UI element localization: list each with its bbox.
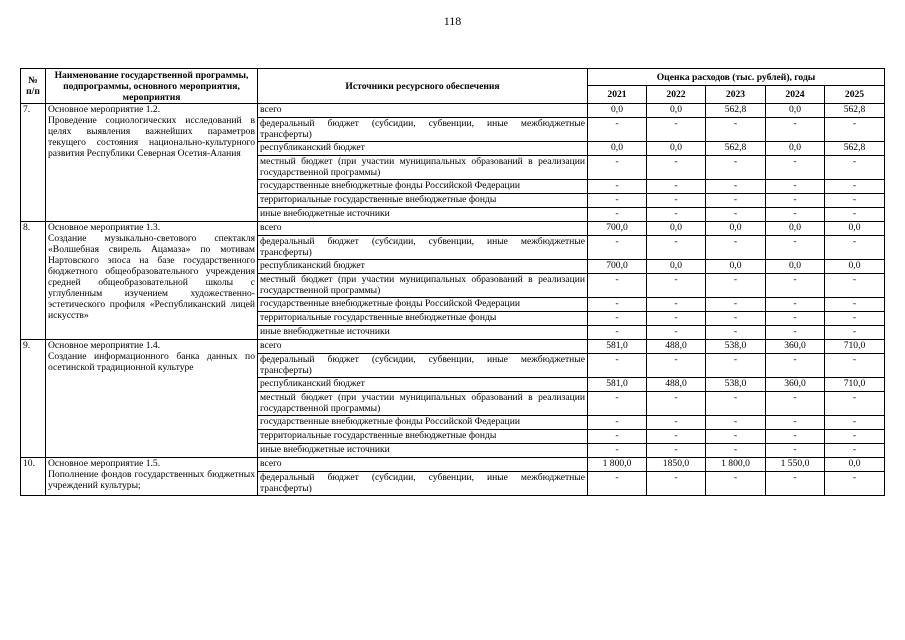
value-2023: - — [706, 326, 766, 340]
value-2023: 562,8 — [706, 104, 766, 118]
header-name: Наименование государственной программы, подпрограммы, основного мероприятия, мероприятия — [46, 69, 258, 104]
value-2024: - — [766, 416, 825, 430]
value-2024: - — [766, 326, 825, 340]
measure-name — [46, 104, 258, 222]
value-2024: 360,0 — [766, 340, 825, 354]
funding-source: федеральный бюджет (субсидии, субвенции, иные межбюджетные трансферты) — [258, 236, 588, 260]
funding-source: государственные внебюджетные фонды Российской Федерации — [258, 298, 588, 312]
value-2022: - — [647, 274, 706, 298]
value-2021: - — [588, 208, 647, 222]
value-2023: 0,0 — [706, 222, 766, 236]
value-2023: 538,0 — [706, 378, 766, 392]
funding-source: местный бюджет (при участии муниципальных образований в реализации государственной программы) — [258, 156, 588, 180]
value-2024: 0,0 — [766, 104, 825, 118]
value-2021: - — [588, 416, 647, 430]
value-2024: - — [766, 392, 825, 416]
value-2022: - — [647, 236, 706, 260]
value-2022: - — [647, 298, 706, 312]
measure-title: Основное мероприятие 1.2. — [48, 104, 161, 115]
value-2021: - — [588, 156, 647, 180]
value-2024: - — [766, 354, 825, 378]
funding-source: федеральный бюджет (субсидии, субвенции, иные межбюджетные трансферты) — [258, 118, 588, 142]
value-2022: - — [647, 430, 706, 444]
value-2025: - — [825, 416, 885, 430]
measure-description: Проведение социологических исследований в целях выявления важнейших параметров текущего состояния национально-культурного развития Республики Северная Осетия-Алания — [48, 115, 255, 159]
value-2023: - — [706, 156, 766, 180]
measure-title: Основное мероприятие 1.4. — [48, 340, 161, 351]
row-number: 10. — [21, 458, 46, 496]
measure-description: Создание музыкально-светового спектакля «Волшебная свирель Ацамаза» по мотивам Нартовского эпоса на базе государственного бюджетного общеобразовательного учреждения средней общеобразовательной школы с углубленным изучением художественно-эстетического профиля «Республиканский лицей искусств» — [48, 233, 255, 321]
value-2025: 0,0 — [825, 222, 885, 236]
funding-source: иные внебюджетные источники — [258, 208, 588, 222]
measure-name — [46, 222, 258, 340]
value-2022: - — [647, 312, 706, 326]
value-2025: 0,0 — [825, 260, 885, 274]
header-year-2022: 2022 — [647, 86, 706, 104]
value-2021: - — [588, 274, 647, 298]
value-2022: - — [647, 392, 706, 416]
value-2021: - — [588, 236, 647, 260]
value-2022: - — [647, 472, 706, 496]
value-2024: - — [766, 430, 825, 444]
value-2021: - — [588, 472, 647, 496]
value-2025: 562,8 — [825, 104, 885, 118]
value-2023: - — [706, 298, 766, 312]
value-2024: - — [766, 194, 825, 208]
value-2023: 1 800,0 — [706, 458, 766, 472]
table-row — [21, 340, 885, 354]
value-2025: 710,0 — [825, 378, 885, 392]
value-2025: - — [825, 444, 885, 458]
value-2021: - — [588, 430, 647, 444]
value-2025: - — [825, 194, 885, 208]
value-2021: - — [588, 194, 647, 208]
budget-table — [20, 68, 885, 496]
funding-source: иные внебюджетные источники — [258, 444, 588, 458]
value-2022: 1850,0 — [647, 458, 706, 472]
value-2022: - — [647, 118, 706, 142]
value-2024: 1 550,0 — [766, 458, 825, 472]
value-2021: - — [588, 326, 647, 340]
value-2025: - — [825, 118, 885, 142]
value-2024: - — [766, 444, 825, 458]
value-2024: - — [766, 312, 825, 326]
value-2025: 0,0 — [825, 458, 885, 472]
value-2023: 538,0 — [706, 340, 766, 354]
funding-source: местный бюджет (при участии муниципальных образований в реализации государственной программы) — [258, 392, 588, 416]
value-2024: - — [766, 274, 825, 298]
value-2025: - — [825, 298, 885, 312]
funding-source: федеральный бюджет (субсидии, субвенции, иные межбюджетные трансферты) — [258, 472, 588, 496]
value-2021: - — [588, 354, 647, 378]
value-2023: - — [706, 444, 766, 458]
value-2021: - — [588, 392, 647, 416]
value-2022: - — [647, 180, 706, 194]
value-2024: - — [766, 180, 825, 194]
value-2021: - — [588, 180, 647, 194]
value-2025: - — [825, 180, 885, 194]
value-2024: - — [766, 298, 825, 312]
header-estimate: Оценка расходов (тыс. рублей), годы — [588, 69, 885, 86]
value-2024: 0,0 — [766, 260, 825, 274]
header-number: № п/п — [21, 69, 46, 104]
value-2022: 488,0 — [647, 378, 706, 392]
value-2024: - — [766, 236, 825, 260]
value-2021: 700,0 — [588, 260, 647, 274]
value-2021: - — [588, 118, 647, 142]
funding-source: всего — [258, 222, 588, 236]
value-2023: - — [706, 118, 766, 142]
value-2025: - — [825, 274, 885, 298]
value-2021: 581,0 — [588, 340, 647, 354]
measure-description: Создание информационного банка данных по осетинской традиционной культуре — [48, 351, 255, 373]
value-2023: - — [706, 416, 766, 430]
table-body — [21, 104, 885, 496]
header-year-2023: 2023 — [706, 86, 766, 104]
value-2023: 0,0 — [706, 260, 766, 274]
value-2023: - — [706, 236, 766, 260]
value-2024: 360,0 — [766, 378, 825, 392]
funding-source: федеральный бюджет (субсидии, субвенции, иные межбюджетные трансферты) — [258, 354, 588, 378]
value-2021: 1 800,0 — [588, 458, 647, 472]
table-row — [21, 458, 885, 472]
value-2022: - — [647, 156, 706, 180]
funding-source: местный бюджет (при участии муниципальных образований в реализации государственной программы) — [258, 274, 588, 298]
header-year-2021: 2021 — [588, 86, 647, 104]
value-2025: - — [825, 392, 885, 416]
value-2022: 0,0 — [647, 260, 706, 274]
value-2022: - — [647, 416, 706, 430]
value-2022: - — [647, 354, 706, 378]
value-2021: 0,0 — [588, 104, 647, 118]
funding-source: всего — [258, 340, 588, 354]
row-number: 8. — [21, 222, 46, 340]
value-2024: - — [766, 208, 825, 222]
value-2021: 700,0 — [588, 222, 647, 236]
value-2024: - — [766, 118, 825, 142]
funding-source: республиканский бюджет — [258, 378, 588, 392]
value-2025: - — [825, 312, 885, 326]
measure-name — [46, 340, 258, 458]
value-2023: - — [706, 354, 766, 378]
page-number: 118 — [443, 14, 462, 28]
funding-source: государственные внебюджетные фонды Российской Федерации — [258, 416, 588, 430]
table-row — [21, 104, 885, 118]
header-sources: Источники ресурсного обеспечения — [258, 69, 588, 104]
value-2023: - — [706, 208, 766, 222]
value-2025: - — [825, 354, 885, 378]
funding-source: республиканский бюджет — [258, 260, 588, 274]
row-number: 7. — [21, 104, 46, 222]
value-2023: - — [706, 312, 766, 326]
funding-source: территориальные государственные внебюджетные фонды — [258, 312, 588, 326]
value-2023: - — [706, 180, 766, 194]
value-2023: 562,8 — [706, 142, 766, 156]
measure-name — [46, 458, 258, 496]
value-2025: - — [825, 326, 885, 340]
value-2022: - — [647, 194, 706, 208]
value-2025: - — [825, 236, 885, 260]
value-2023: - — [706, 274, 766, 298]
header-year-2025: 2025 — [825, 86, 885, 104]
value-2025: - — [825, 472, 885, 496]
funding-source: иные внебюджетные источники — [258, 326, 588, 340]
value-2022: 0,0 — [647, 104, 706, 118]
value-2022: 0,0 — [647, 222, 706, 236]
funding-source: республиканский бюджет — [258, 142, 588, 156]
value-2021: - — [588, 312, 647, 326]
value-2021: 0,0 — [588, 142, 647, 156]
value-2025: 710,0 — [825, 340, 885, 354]
value-2022: 0,0 — [647, 142, 706, 156]
value-2021: - — [588, 298, 647, 312]
value-2024: - — [766, 472, 825, 496]
value-2024: 0,0 — [766, 142, 825, 156]
value-2022: - — [647, 444, 706, 458]
value-2024: - — [766, 156, 825, 180]
row-number: 9. — [21, 340, 46, 458]
value-2021: - — [588, 444, 647, 458]
funding-source: территориальные государственные внебюджетные фонды — [258, 194, 588, 208]
value-2025: - — [825, 430, 885, 444]
funding-source: территориальные государственные внебюджетные фонды — [258, 430, 588, 444]
value-2023: - — [706, 194, 766, 208]
value-2023: - — [706, 392, 766, 416]
table-row — [21, 222, 885, 236]
value-2023: - — [706, 430, 766, 444]
value-2025: - — [825, 208, 885, 222]
value-2024: 0,0 — [766, 222, 825, 236]
funding-source: государственные внебюджетные фонды Российской Федерации — [258, 180, 588, 194]
value-2022: - — [647, 208, 706, 222]
value-2021: 581,0 — [588, 378, 647, 392]
funding-source: всего — [258, 104, 588, 118]
value-2025: 562,8 — [825, 142, 885, 156]
value-2022: - — [647, 326, 706, 340]
value-2025: - — [825, 156, 885, 180]
funding-source: всего — [258, 458, 588, 472]
value-2022: 488,0 — [647, 340, 706, 354]
measure-description: Пополнение фондов государственных бюджетных учреждений культуры; — [48, 469, 255, 491]
value-2023: - — [706, 472, 766, 496]
header-year-2024: 2024 — [766, 86, 825, 104]
measure-title: Основное мероприятие 1.5. — [48, 458, 161, 469]
measure-title: Основное мероприятие 1.3. — [48, 222, 161, 233]
